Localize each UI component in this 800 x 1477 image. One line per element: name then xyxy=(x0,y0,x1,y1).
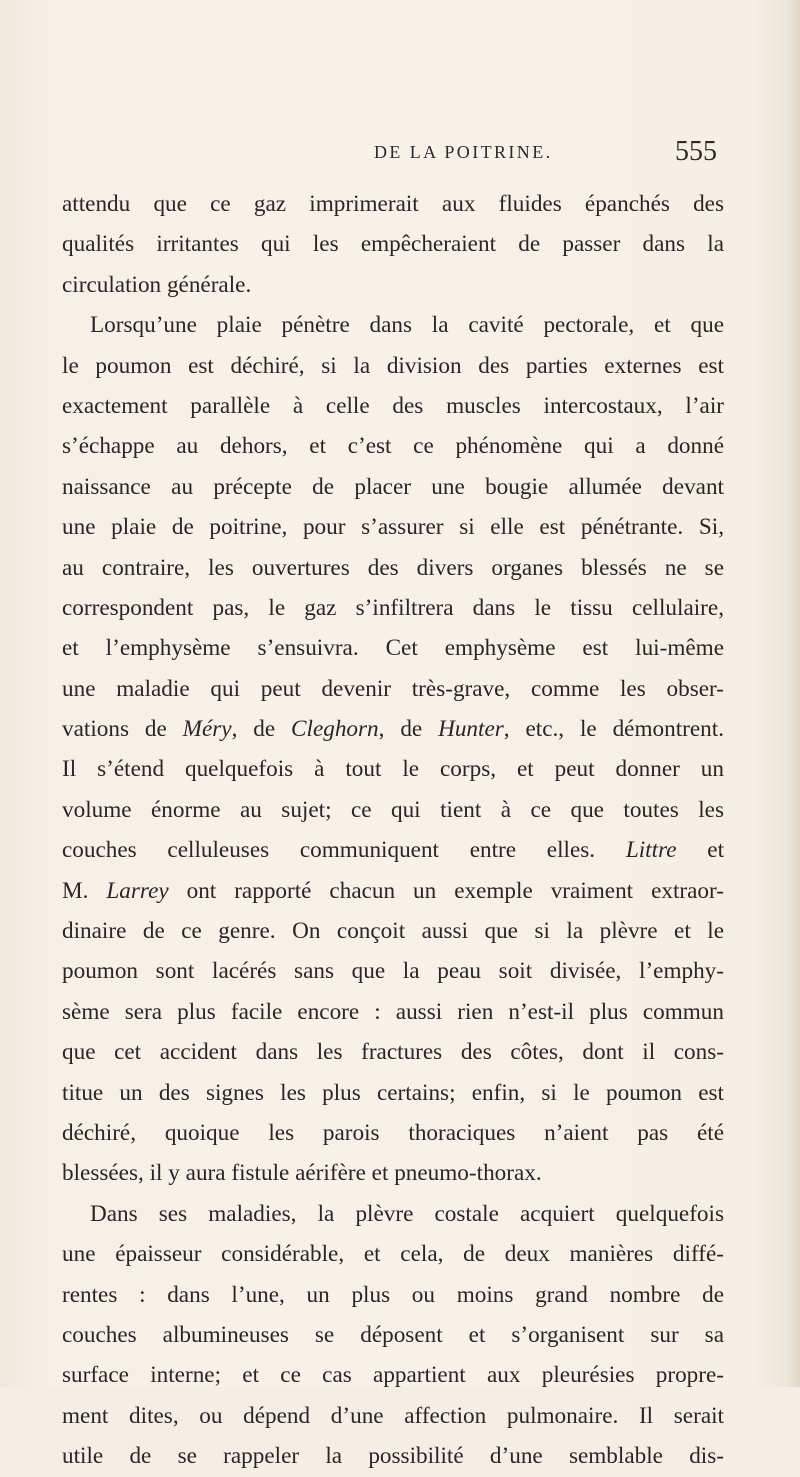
text-line: et l’emphysème s’ensuivra. Cet emphysème est lui-même xyxy=(62,635,724,662)
italic-name: Cleghorn xyxy=(291,716,379,743)
text-line: poumon sont lacérés sans que la peau soit divisée, l’emphy- xyxy=(62,958,724,985)
page-edge-shadow xyxy=(786,0,800,1387)
text-line: au contraire, les ouvertures des divers organes blessés ne se xyxy=(62,554,724,581)
page-header xyxy=(62,138,717,172)
text-line: couches albumineuses se déposent et s’organisent sur sa xyxy=(62,1321,724,1348)
text-segment: couches celluleuses communiquent entre elles. xyxy=(62,837,626,864)
text-line: titue un des signes les plus certains; enfin, si le poumon est xyxy=(62,1079,724,1106)
running-title: DE LA POITRINE. xyxy=(374,142,553,162)
text-segment: , de xyxy=(378,716,439,743)
text-line: ment dites, ou dépend d’une affection pulmonaire. Il serait xyxy=(62,1402,724,1429)
text-line: une épaisseur considérable, et cela, de deux manières diffé- xyxy=(62,1241,724,1268)
text-line xyxy=(62,871,724,911)
italic-name: Larrey xyxy=(106,877,169,904)
text-line: qualités irritantes qui les empêcheraient de passer dans la xyxy=(62,231,724,258)
text-line: Lorsqu’une plaie pénètre dans la cavité pectorale, et que xyxy=(90,312,724,339)
page-number: 555 xyxy=(675,136,717,167)
text-line xyxy=(62,830,724,870)
text-line: que cet accident dans les fractures des côtes, dont il cons- xyxy=(62,1039,724,1066)
text-line: utile de se rappeler la possibilité d’une semblable dis- xyxy=(62,1443,724,1470)
text-line: surface interne; et ce cas appartient aux pleurésies propre- xyxy=(62,1362,724,1389)
italic-name: Hunter xyxy=(438,716,504,743)
text-line: Dans ses maladies, la plèvre costale acquiert quelquefois xyxy=(90,1200,724,1227)
text-segment: et xyxy=(676,837,725,864)
text-line xyxy=(62,709,724,749)
text-line: déchiré, quoique les parois thoraciques n’aient pas été xyxy=(62,1119,724,1146)
text-line: attendu que ce gaz imprimerait aux fluides épanchés des xyxy=(62,191,724,217)
text-line: sème sera plus facile encore : aussi rien n’est-il plus commun xyxy=(62,998,724,1025)
text-line: volume énorme au sujet; ce qui tient à ce que toutes les xyxy=(62,796,724,823)
text-segment: vations de xyxy=(62,716,183,743)
text-line: circulation générale. xyxy=(62,271,252,298)
text-line: blessées, il y aura fistule aérifère et pneumo-thorax. xyxy=(62,1160,542,1187)
text-segment: , etc., le démontrent. xyxy=(503,716,724,743)
text-line: s’échappe au dehors, et c’est ce phénomène qui a donné xyxy=(62,433,724,460)
italic-name: Littre xyxy=(625,837,677,864)
text-segment: M. xyxy=(62,877,107,904)
italic-name: Méry xyxy=(182,716,232,743)
text-line: rentes : dans l’une, un plus ou moins grand nombre de xyxy=(62,1281,724,1308)
text-line: dinaire de ce genre. On conçoit aussi que si la plèvre et le xyxy=(62,918,724,945)
text-line: une plaie de poitrine, pour s’assurer si elle est pénétrante. Si, xyxy=(62,514,724,541)
text-line: naissance au précepte de placer une bougie allumée devant xyxy=(62,473,724,500)
text-segment: ont rapporté chacun un exemple vraiment extraor- xyxy=(168,877,725,904)
text-line: exactement parallèle à celle des muscles intercostaux, l’air xyxy=(62,392,724,419)
text-line: correspondent pas, le gaz s’infiltrera dans le tissu cellulaire, xyxy=(62,594,724,621)
body-text xyxy=(62,184,724,1477)
text-line: Il s’étend quelquefois à tout le corps, et peut donner un xyxy=(62,756,724,783)
text-line: le poumon est déchiré, si la division des parties externes est xyxy=(62,352,724,379)
text-line: une maladie qui peut devenir très-grave, comme les obser- xyxy=(62,675,724,702)
text-segment: , de xyxy=(231,716,292,743)
